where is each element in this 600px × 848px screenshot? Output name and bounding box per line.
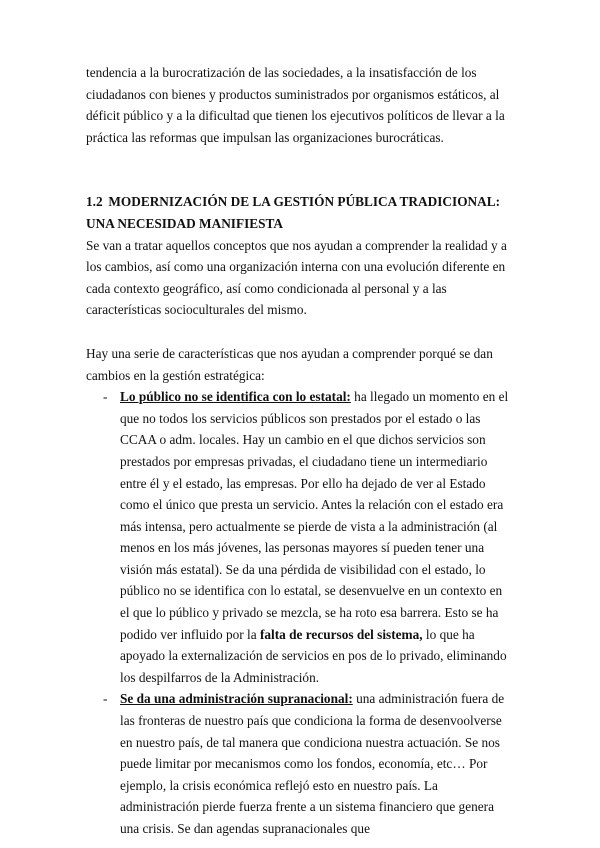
- list-item-lead: Se da una administración supranacional:: [120, 691, 353, 707]
- list-item-text-after: lo que ha apoyado la externalización de servicios en pos de lo privado, eliminando los despilfarros de la Administración.: [120, 626, 507, 685]
- characteristics-list: [86, 386, 514, 839]
- list-item: [86, 688, 514, 839]
- list-dash: -: [103, 691, 108, 707]
- list-dash: -: [103, 389, 108, 405]
- paragraph-gap: [86, 321, 514, 343]
- section-number: 1.2: [86, 194, 103, 210]
- list-item-lead: Lo público no se identifica con lo estatal:: [120, 389, 351, 405]
- section-title-line2: UNA NECESIDAD MANIFIESTA: [86, 215, 284, 231]
- list-item: [86, 386, 514, 688]
- list-item-text: ha llegado un momento en el que no todos los servicios públicos son prestados por el estado o las CCAA o adm. locales. Hay un cambio en el que dichos servicios son prestados por empresas privadas, el ciudadano tiene un intermediario entre él y el estado, las empresas. Por ello ha dejado de ver al Estado como el único que presta un servicio. Antes la relación con el estado era más intensa, pero actualmente se pierde de vista a la administración (al menos en los más jóvenes, las personas mayores sí pueden tener una visión más estatal). Se da una pérdida de visibilidad con el estado, lo público no se identifica con lo estatal, se desenvuelve en un contexto en el que lo público y privado se mezcla, se ha roto esa barrera. Esto se ha podido ver influido por la: [120, 389, 509, 642]
- section-lead-in: Hay una serie de características que nos ayudan a comprender porqué se dan cambios en la gestión estratégica:: [86, 345, 493, 383]
- list-item-bold: falta de recursos del sistema,: [259, 626, 423, 642]
- section-intro: Se van a tratar aquellos conceptos que nos ayudan a comprender la realidad y a los cambios, así como una organización interna con una evolución diferente en cada contexto geográfico, así como condicionada al personal y a las características socioculturales del mismo.: [86, 237, 507, 318]
- section-heading: [86, 191, 514, 234]
- section-title-line1: MODERNIZACIÓN DE LA GESTIÓN PÚBLICA TRADICIONAL:: [108, 194, 501, 210]
- paragraph-continuation: tendencia a la burocratización de las sociedades, a la insatisfacción de los ciudadanos con bienes y productos suministrados por organismos estáticos, al déficit público y a la dificultad que tienen los ejecutivos políticos de llevar a la práctica las reformas que impulsan las organizaciones burocráticas.: [86, 65, 505, 145]
- section-heading-line1: [86, 191, 514, 213]
- list-item-text: una administración fuera de las fronteras de nuestro país que condiciona la forma de desenvoolverse en nuestro país, de tal manera que condiciona nuestra actuación. Se nos puede limitar por mecanismos como los fondos, economía, etc… Por ejemplo, la crisis económica reflejó esto en nuestro país. La administración pierde fuerza frente a un sistema financiero que genera una crisis. Se dan agendas supranacionales que: [120, 691, 505, 836]
